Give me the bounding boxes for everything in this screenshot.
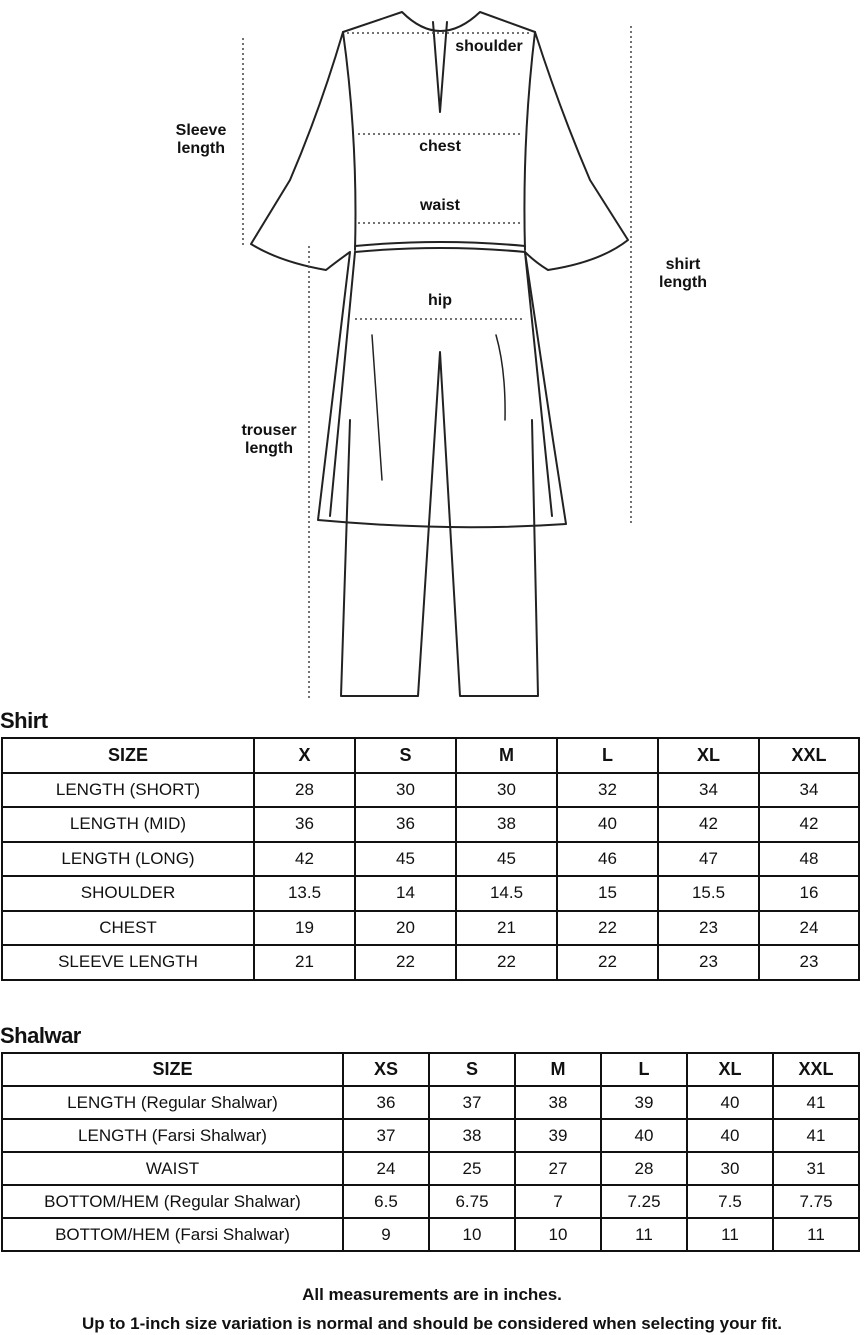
table-cell: 36 bbox=[355, 807, 456, 842]
label-waist: waist bbox=[419, 197, 460, 214]
shalwar-size-table bbox=[1, 1052, 860, 1252]
table-cell: 24 bbox=[343, 1152, 429, 1185]
table-cell: 16 bbox=[759, 876, 859, 911]
label-shoulder: shoulder bbox=[455, 38, 523, 55]
header-cell: L bbox=[601, 1053, 687, 1086]
row-label: LENGTH (Regular Shalwar) bbox=[2, 1086, 343, 1119]
table-cell: 31 bbox=[773, 1152, 859, 1185]
table-row bbox=[2, 1086, 859, 1119]
header-cell: M bbox=[456, 738, 557, 773]
table-row bbox=[2, 1185, 859, 1218]
header-cell: SIZE bbox=[2, 1053, 343, 1086]
table-cell: 38 bbox=[429, 1119, 515, 1152]
header-cell: SIZE bbox=[2, 738, 254, 773]
table-cell: 11 bbox=[687, 1218, 773, 1251]
table-cell: 21 bbox=[254, 945, 355, 980]
table-cell: 41 bbox=[773, 1086, 859, 1119]
table-cell: 27 bbox=[515, 1152, 601, 1185]
table-cell: 9 bbox=[343, 1218, 429, 1251]
table-row bbox=[2, 911, 859, 946]
table-row bbox=[2, 842, 859, 877]
label-chest: chest bbox=[419, 138, 461, 155]
label-trouser-length: trouser length bbox=[241, 422, 297, 457]
header-cell: XL bbox=[658, 738, 759, 773]
table-cell: 40 bbox=[687, 1086, 773, 1119]
table-cell: 10 bbox=[515, 1218, 601, 1251]
table-cell: 22 bbox=[557, 945, 658, 980]
measurement-unit-note: All measurements are in inches. bbox=[302, 1285, 562, 1304]
row-label: LENGTH (Farsi Shalwar) bbox=[2, 1119, 343, 1152]
table-cell: 40 bbox=[557, 807, 658, 842]
row-label: WAIST bbox=[2, 1152, 343, 1185]
table-cell: 36 bbox=[343, 1086, 429, 1119]
table-cell: 6.75 bbox=[429, 1185, 515, 1218]
row-label: CHEST bbox=[2, 911, 254, 946]
label-sleeve-length: Sleeve length bbox=[175, 122, 227, 157]
table-cell: 11 bbox=[773, 1218, 859, 1251]
size-variation-note: Up to 1-inch size variation is normal and should be considered when selecting your fit. bbox=[82, 1314, 782, 1333]
table-cell: 34 bbox=[759, 773, 859, 808]
table-row bbox=[2, 1152, 859, 1185]
table-cell: 45 bbox=[355, 842, 456, 877]
table-cell: 45 bbox=[456, 842, 557, 877]
table-cell: 23 bbox=[759, 945, 859, 980]
table-cell: 22 bbox=[355, 945, 456, 980]
table-cell: 39 bbox=[601, 1086, 687, 1119]
table-cell: 7.5 bbox=[687, 1185, 773, 1218]
table-cell: 20 bbox=[355, 911, 456, 946]
table-cell: 38 bbox=[515, 1086, 601, 1119]
table-cell: 7.75 bbox=[773, 1185, 859, 1218]
table-cell: 46 bbox=[557, 842, 658, 877]
label-shirt-length: shirt length bbox=[659, 256, 707, 291]
table-cell: 14 bbox=[355, 876, 456, 911]
table-row bbox=[2, 1119, 859, 1152]
table-cell: 39 bbox=[515, 1119, 601, 1152]
table-cell: 48 bbox=[759, 842, 859, 877]
shirt-outline bbox=[251, 12, 628, 527]
table-cell: 6.5 bbox=[343, 1185, 429, 1218]
shalwar-section-title: Shalwar bbox=[0, 1023, 81, 1048]
table-cell: 30 bbox=[687, 1152, 773, 1185]
table-cell: 42 bbox=[658, 807, 759, 842]
header-cell: XXL bbox=[759, 738, 859, 773]
row-label: LENGTH (SHORT) bbox=[2, 773, 254, 808]
header-cell: XS bbox=[343, 1053, 429, 1086]
shirt-section-title: Shirt bbox=[0, 708, 48, 733]
table-cell: 40 bbox=[687, 1119, 773, 1152]
table-cell: 10 bbox=[429, 1218, 515, 1251]
header-cell: X bbox=[254, 738, 355, 773]
table-cell: 19 bbox=[254, 911, 355, 946]
table-row bbox=[2, 945, 859, 980]
table-cell: 41 bbox=[773, 1119, 859, 1152]
table-cell: 32 bbox=[557, 773, 658, 808]
header-cell: M bbox=[515, 1053, 601, 1086]
neck-slit bbox=[433, 22, 447, 112]
header-cell: S bbox=[355, 738, 456, 773]
table-cell: 25 bbox=[429, 1152, 515, 1185]
header-cell: L bbox=[557, 738, 658, 773]
row-label: SHOULDER bbox=[2, 876, 254, 911]
header-cell: S bbox=[429, 1053, 515, 1086]
table-cell: 11 bbox=[601, 1218, 687, 1251]
table-cell: 28 bbox=[601, 1152, 687, 1185]
table-cell: 42 bbox=[759, 807, 859, 842]
row-label: SLEEVE LENGTH bbox=[2, 945, 254, 980]
table-cell: 28 bbox=[254, 773, 355, 808]
table-row bbox=[2, 876, 859, 911]
row-label: BOTTOM/HEM (Regular Shalwar) bbox=[2, 1185, 343, 1218]
table-row bbox=[2, 807, 859, 842]
row-label: LENGTH (MID) bbox=[2, 807, 254, 842]
table-cell: 14.5 bbox=[456, 876, 557, 911]
table-cell: 30 bbox=[355, 773, 456, 808]
table-cell: 7 bbox=[515, 1185, 601, 1218]
table-cell: 15.5 bbox=[658, 876, 759, 911]
row-label: BOTTOM/HEM (Farsi Shalwar) bbox=[2, 1218, 343, 1251]
table-cell: 22 bbox=[557, 911, 658, 946]
table-cell: 37 bbox=[343, 1119, 429, 1152]
row-label: LENGTH (LONG) bbox=[2, 842, 254, 877]
table-cell: 38 bbox=[456, 807, 557, 842]
table-cell: 21 bbox=[456, 911, 557, 946]
table-row bbox=[2, 773, 859, 808]
shirt-size-table bbox=[1, 737, 860, 981]
table-cell: 34 bbox=[658, 773, 759, 808]
table-cell: 23 bbox=[658, 945, 759, 980]
header-cell: XXL bbox=[773, 1053, 859, 1086]
table-cell: 23 bbox=[658, 911, 759, 946]
table-cell: 13.5 bbox=[254, 876, 355, 911]
table-cell: 15 bbox=[557, 876, 658, 911]
table-row bbox=[2, 1218, 859, 1251]
table-cell: 24 bbox=[759, 911, 859, 946]
table-header-row bbox=[2, 1053, 859, 1086]
header-cell: XL bbox=[687, 1053, 773, 1086]
table-cell: 22 bbox=[456, 945, 557, 980]
table-cell: 40 bbox=[601, 1119, 687, 1152]
table-cell: 30 bbox=[456, 773, 557, 808]
label-hip: hip bbox=[428, 292, 452, 309]
table-cell: 7.25 bbox=[601, 1185, 687, 1218]
table-header-row bbox=[2, 738, 859, 773]
table-cell: 42 bbox=[254, 842, 355, 877]
table-cell: 47 bbox=[658, 842, 759, 877]
table-cell: 36 bbox=[254, 807, 355, 842]
table-cell: 37 bbox=[429, 1086, 515, 1119]
